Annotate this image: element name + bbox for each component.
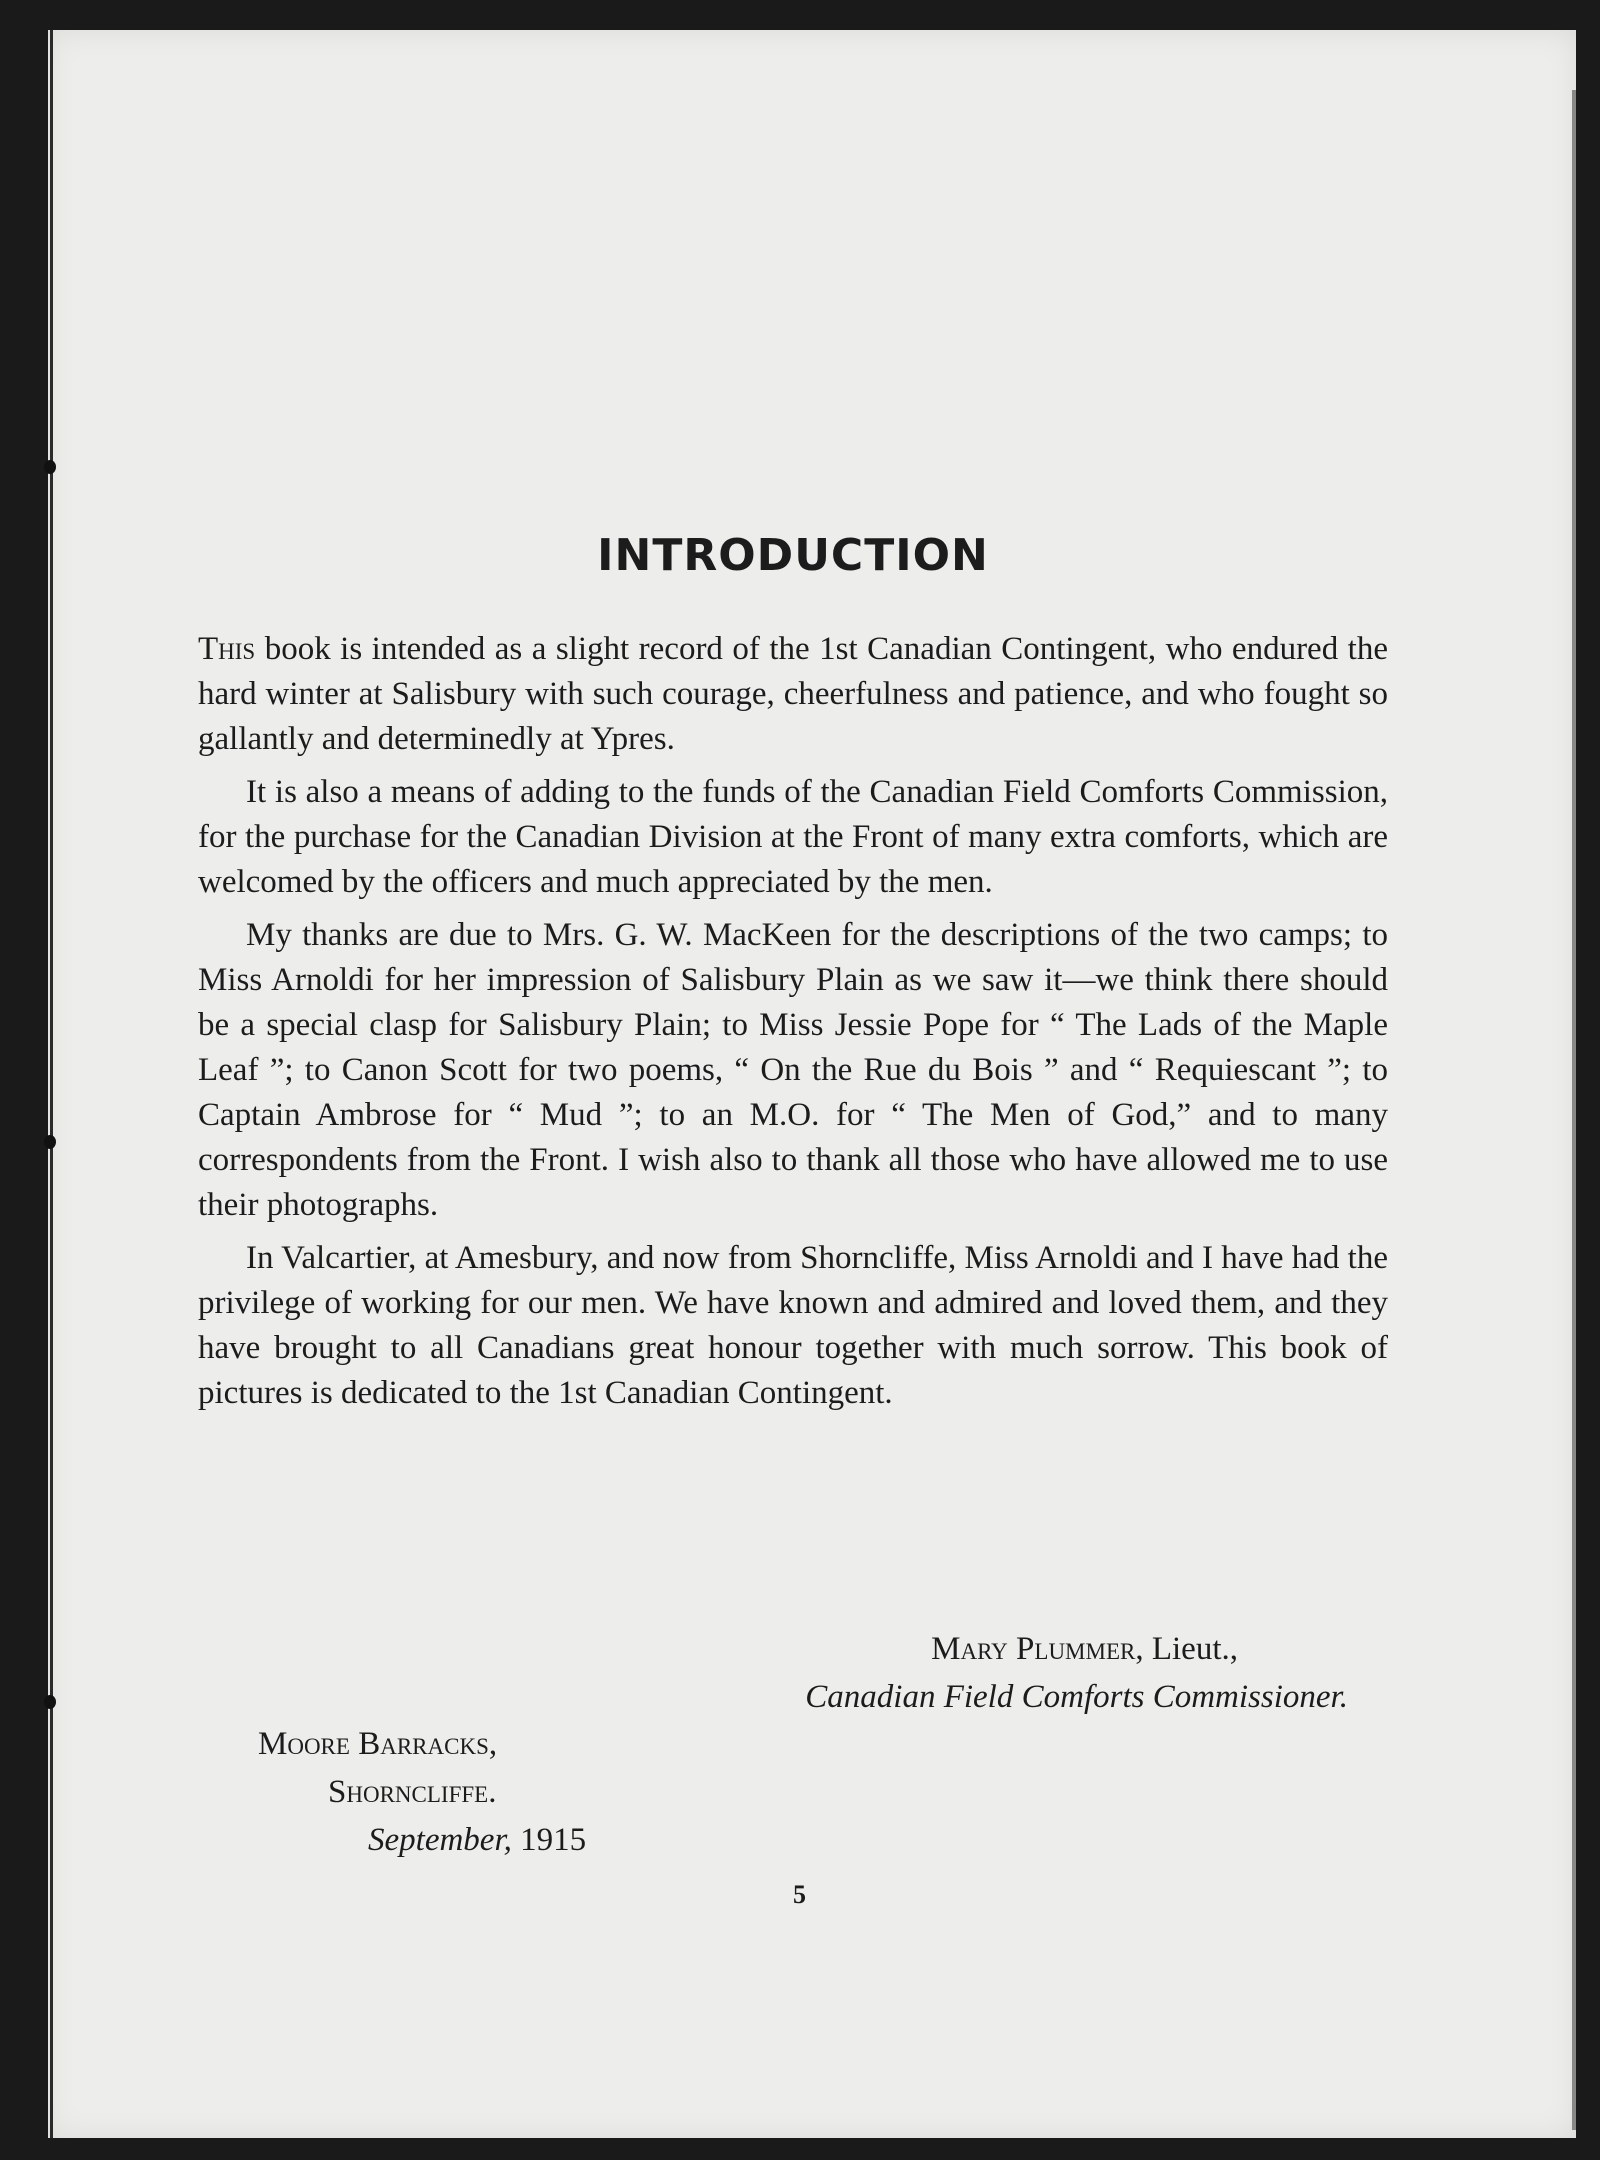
binding-mark: [44, 460, 56, 474]
binding-line: [50, 30, 53, 2138]
page-title: INTRODUCTION: [597, 530, 989, 581]
page-number: 5: [793, 1880, 806, 1909]
signature-name: Mary Plummer: [931, 1631, 1136, 1667]
date-line: [368, 1816, 586, 1864]
address-line-1: Moore Barracks,: [258, 1726, 498, 1762]
date-year: 1915: [511, 1822, 587, 1858]
signature-name-line: [198, 1625, 1238, 1673]
binding-mark: [44, 1135, 56, 1149]
paragraph-4: In Valcartier, at Amesbury, and now from Shorncliffe, Miss Arnoldi and I have had the privilege of working for our men. We have known and admired and loved them, and they have brought to all Canadians great honour together with much sorrow. This book of pictures is dedicated to the 1st Canadian Contingent.: [198, 1240, 1388, 1411]
introduction-section: [198, 530, 1388, 1909]
signature-rank: , Lieut.,: [1135, 1631, 1238, 1667]
page-edge: [1572, 90, 1576, 2130]
paragraph-3: My thanks are due to Mrs. G. W. MacKeen for the descriptions of the two camps; to Miss Arnoldi for her impression of Salisbury Plain as we saw it—we think there should be a special clasp for Salisbury Plain; to Miss Jessie Pope for “ The Lads of the Maple Leaf ”; to Canon Scott for two poems, “ On the Rue du Bois ” and “ Requiescant ”; to Captain Ambrose for “ Mud ”; to an M.O. for “ The Men of God,” and to many correspondents from the Front. I wish also to thank all those who have allowed me to use their photographs.: [198, 917, 1388, 1223]
book-page: [48, 30, 1576, 2138]
address-block: [258, 1720, 586, 1864]
signature-block: [198, 1625, 1348, 1721]
binding-mark: [44, 1695, 56, 1709]
paragraph-1: [198, 627, 1388, 762]
date-month: September,: [368, 1822, 512, 1858]
address-line-2: Shorncliffe.: [328, 1774, 497, 1810]
signature-title: Canadian Field Comforts Commissioner.: [805, 1679, 1348, 1715]
drop-word: This: [198, 631, 256, 667]
paragraph-text: book is intended as a slight record of the 1st Canadian Contingent, who endured the hard winter at Salisbury with such courage, cheerfulness and patience, and who fought so gallantly and determinedly at Ypres.: [198, 631, 1388, 757]
paragraph-2: It is also a means of adding to the funds of the Canadian Field Comforts Commission, for the purchase for the Canadian Division at the Front of many extra comforts, which are welcomed by the officers and much appreciated by the men.: [198, 774, 1388, 900]
